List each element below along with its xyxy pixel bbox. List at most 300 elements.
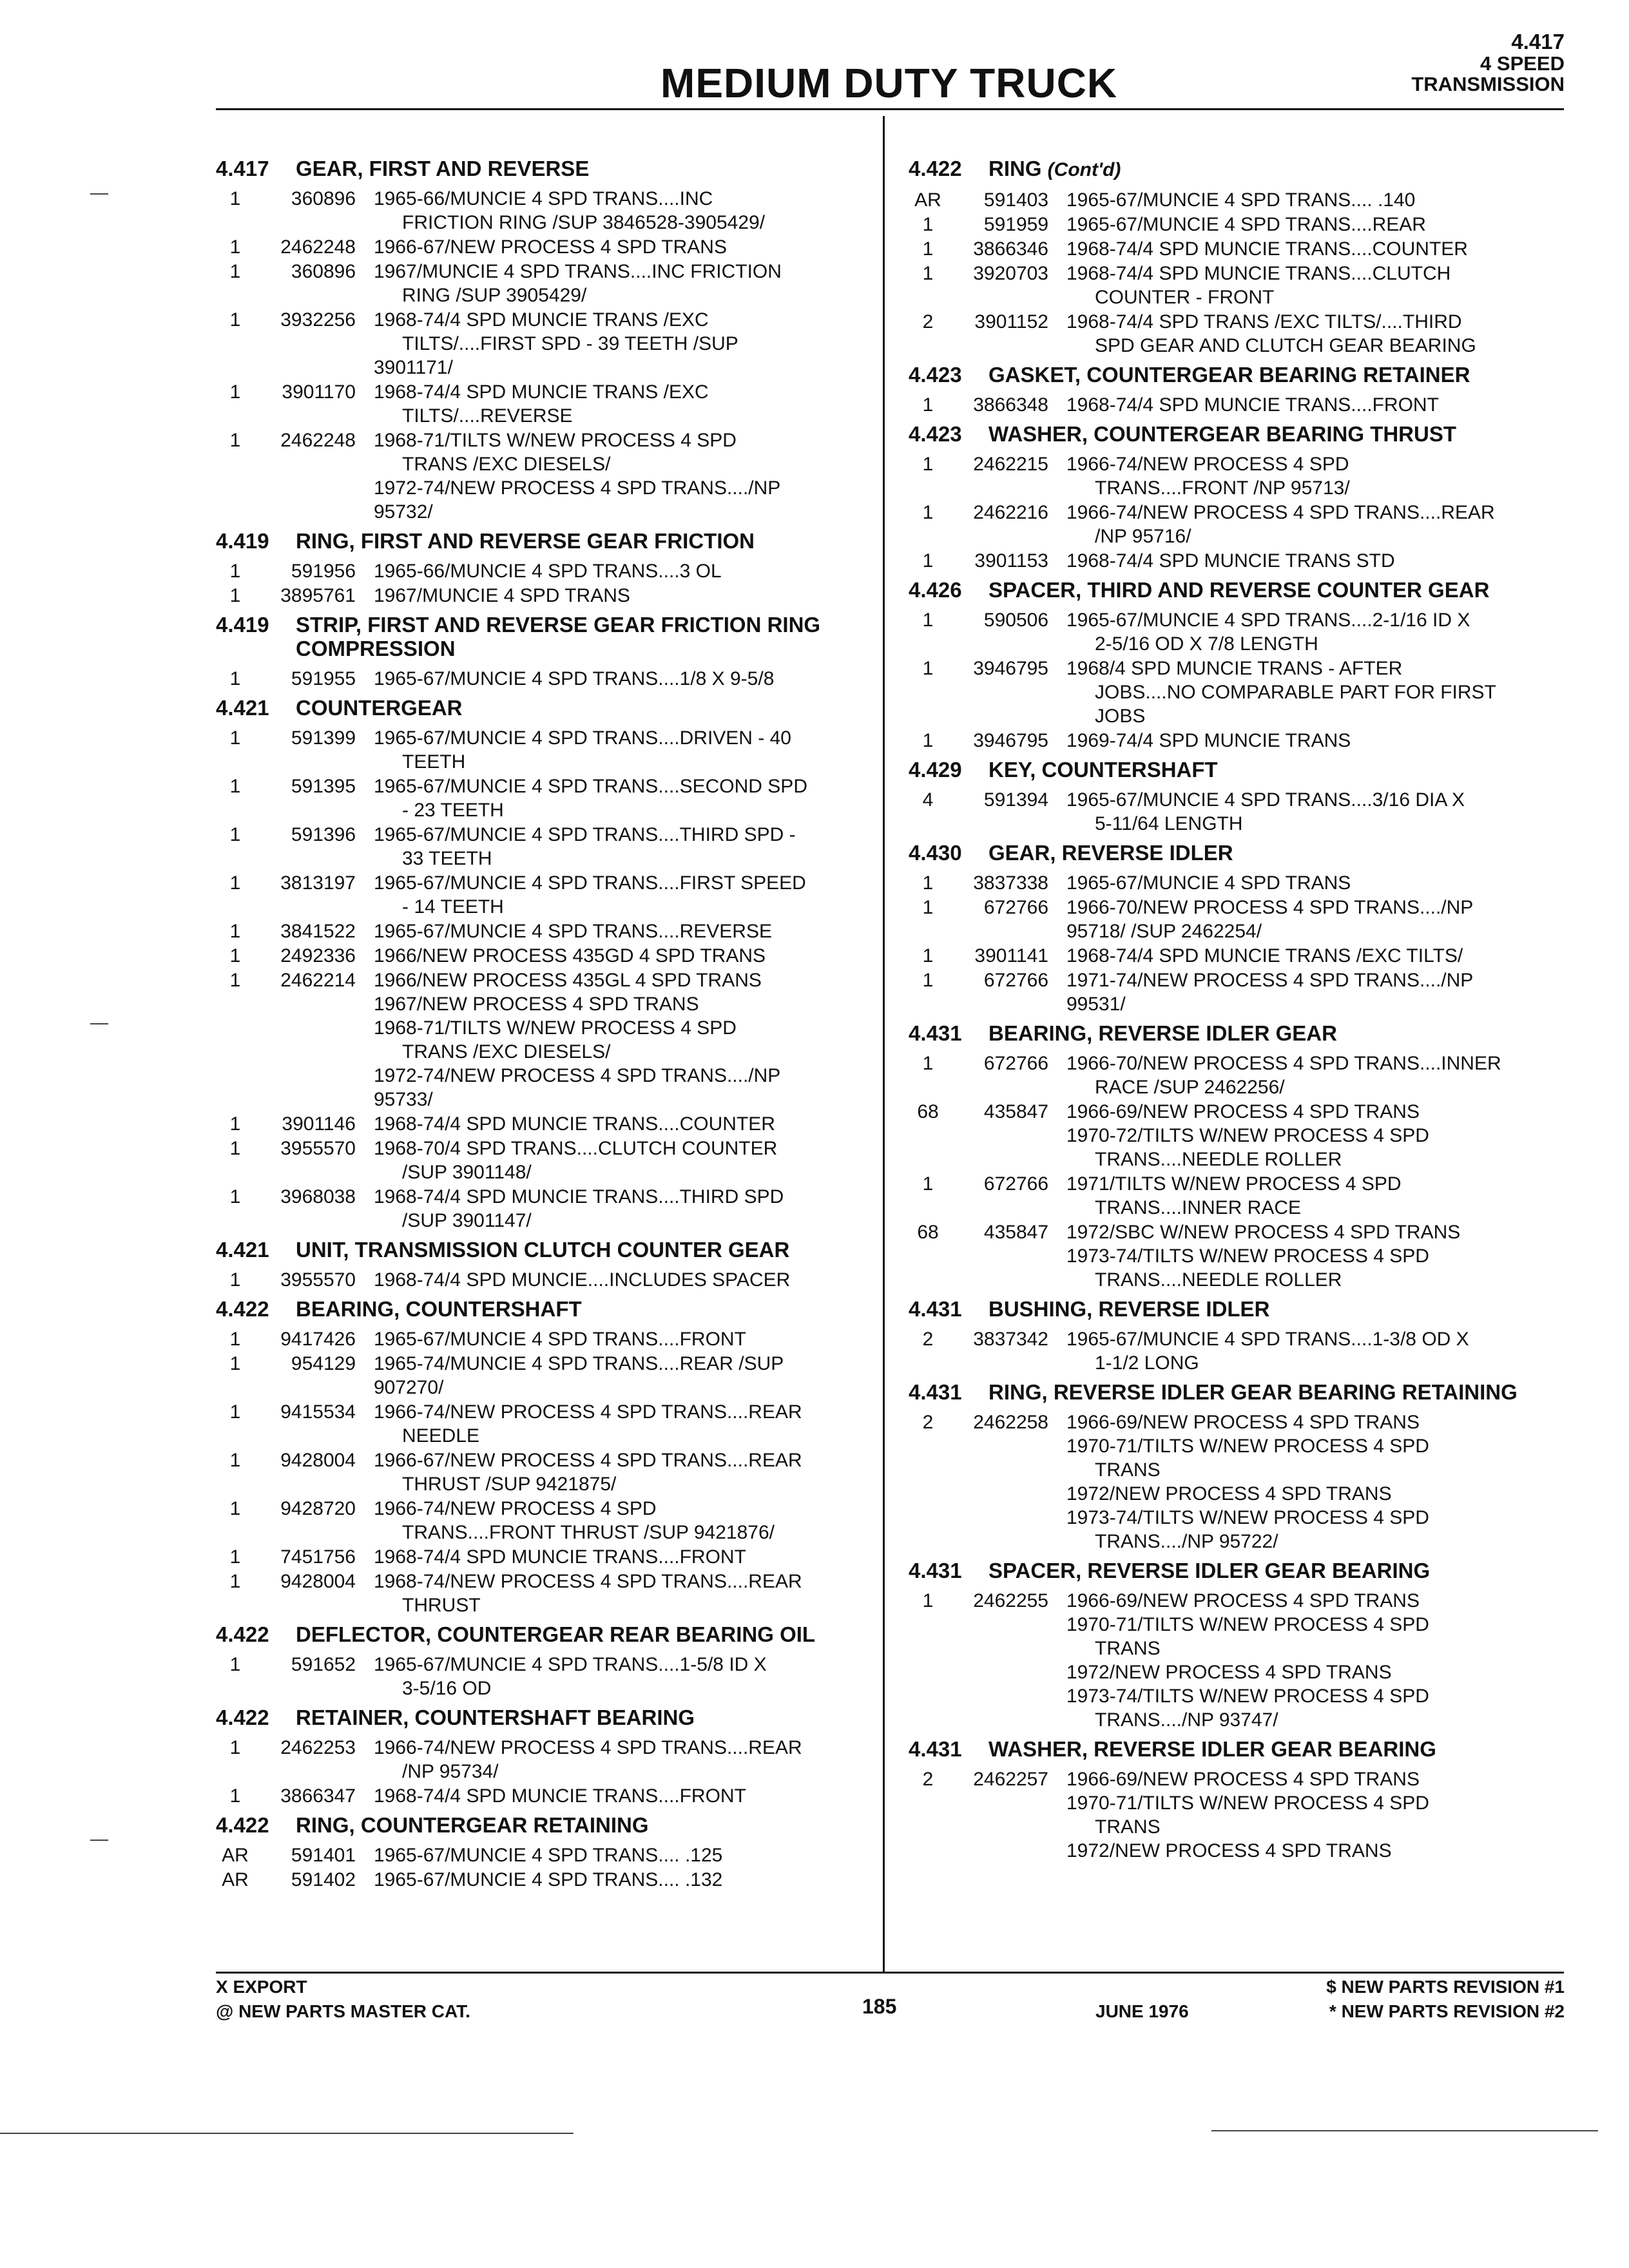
part-quantity: 1 xyxy=(922,550,934,572)
part-number: 2462248 xyxy=(280,430,356,451)
description-line: 1967/MUNCIE 4 SPD TRANS xyxy=(374,585,630,606)
description-line: 1966-69/NEW PROCESS 4 SPD TRANS xyxy=(1066,1769,1420,1790)
part-description xyxy=(374,774,863,822)
description-line: 2-5/16 OD X 7/8 LENGTH xyxy=(1095,633,1318,655)
part-entry xyxy=(909,188,1566,212)
part-number: 672766 xyxy=(983,970,1048,991)
description-line: 1968-74/4 SPD MUNCIE TRANS /EXC xyxy=(374,309,709,331)
part-entry xyxy=(216,584,863,608)
section-code: 4.431 xyxy=(909,1297,962,1321)
scan-mark xyxy=(90,193,108,195)
description-line: 1968-70/4 SPD TRANS....CLUTCH COUNTER xyxy=(374,1138,778,1159)
part-entry xyxy=(216,380,863,428)
part-number: 591395 xyxy=(291,776,356,797)
part-description xyxy=(374,428,863,524)
description-line: 1966-74/NEW PROCESS 4 SPD TRANS....REAR xyxy=(1066,502,1495,523)
part-description xyxy=(1066,237,1566,261)
part-quantity: 1 xyxy=(922,897,934,918)
scan-mark xyxy=(1211,2130,1598,2131)
part-description xyxy=(374,1327,863,1351)
section-heading xyxy=(216,157,863,180)
part-number: 9428004 xyxy=(280,1450,356,1471)
description-line: 1968-74/4 SPD MUNCIE....INCLUDES SPACER xyxy=(374,1269,791,1291)
description-line: 1966-69/NEW PROCESS 4 SPD TRANS xyxy=(1066,1590,1420,1611)
description-line: 99531/ xyxy=(1066,994,1126,1015)
part-quantity: AR xyxy=(222,1869,249,1890)
description-line: TRANS /EXC DIESELS/ xyxy=(402,1041,611,1062)
part-entry xyxy=(909,657,1566,728)
part-number: 3813197 xyxy=(280,872,356,894)
part-description xyxy=(1066,1100,1566,1171)
part-description xyxy=(1066,1220,1566,1292)
section-heading xyxy=(909,157,1566,182)
part-quantity: 1 xyxy=(229,188,241,209)
part-entry xyxy=(216,559,863,583)
part-entry xyxy=(216,1137,863,1184)
section-title: RING, COUNTERGEAR RETAINING xyxy=(296,1813,649,1837)
description-line: 1965-67/MUNCIE 4 SPD TRANS....REAR xyxy=(1066,214,1426,235)
part-entry xyxy=(909,788,1566,836)
part-number: 591403 xyxy=(983,189,1048,211)
section-label xyxy=(1411,31,1565,95)
part-number: 591399 xyxy=(291,727,356,749)
part-entry xyxy=(909,608,1566,656)
part-quantity: 1 xyxy=(922,454,934,475)
section-title: GASKET, COUNTERGEAR BEARING RETAINER xyxy=(988,363,1470,387)
part-quantity: 1 xyxy=(229,1737,241,1758)
part-number: 3901146 xyxy=(282,1113,356,1135)
part-entry xyxy=(216,1545,863,1569)
part-description xyxy=(374,1736,863,1783)
part-number: 3837342 xyxy=(973,1329,1048,1350)
description-line: 1965-67/MUNCIE 4 SPD TRANS....REVERSE xyxy=(374,921,772,942)
section-heading xyxy=(216,1622,863,1646)
part-description xyxy=(374,944,863,968)
part-entry xyxy=(216,1352,863,1399)
section-code: 4.419 xyxy=(216,529,269,553)
description-line: 3-5/16 OD xyxy=(402,1678,492,1699)
description-line: NEEDLE xyxy=(402,1425,480,1446)
part-description xyxy=(374,823,863,870)
part-quantity: 1 xyxy=(922,730,934,751)
section-heading xyxy=(909,1737,1566,1761)
left-column xyxy=(216,151,863,1892)
description-line: 95733/ xyxy=(374,1089,433,1110)
description-line: 1970-71/TILTS W/NEW PROCESS 4 SPD xyxy=(1066,1614,1429,1635)
section-code: 4.421 xyxy=(216,1238,269,1262)
part-description xyxy=(1066,871,1566,895)
scan-mark xyxy=(90,1023,108,1024)
section-heading xyxy=(909,1021,1566,1045)
description-line: 1-1/2 LONG xyxy=(1095,1352,1199,1374)
part-quantity: 2 xyxy=(922,1769,934,1790)
part-description xyxy=(374,1185,863,1233)
section-code: 4.417 xyxy=(216,157,269,180)
part-number: 954129 xyxy=(291,1353,356,1374)
part-number: 2462248 xyxy=(280,236,356,258)
description-line: 1966-74/NEW PROCESS 4 SPD xyxy=(1066,454,1349,475)
section-title: STRIP, FIRST AND REVERSE GEAR FRICTION RING COMPRESSION xyxy=(296,613,821,660)
description-line: TRANS....FRONT THRUST /SUP 9421876/ xyxy=(402,1522,775,1543)
legend-master-catalog: @ NEW PARTS MASTER CAT. xyxy=(216,2001,470,2021)
section-code: 4.423 xyxy=(909,363,962,387)
part-description xyxy=(374,1112,863,1136)
part-number: 672766 xyxy=(983,897,1048,918)
description-line: JOBS xyxy=(1095,706,1146,727)
description-line: 1972/NEW PROCESS 4 SPD TRANS xyxy=(1066,1483,1392,1504)
description-line: TRANS..../NP 93747/ xyxy=(1095,1709,1278,1731)
part-quantity: 1 xyxy=(229,236,241,258)
section-title: DEFLECTOR, COUNTERGEAR REAR BEARING OIL xyxy=(296,1622,816,1646)
part-description xyxy=(374,380,863,428)
description-line: 1965-67/MUNCIE 4 SPD TRANS....THIRD SPD - xyxy=(374,824,796,845)
part-quantity: 1 xyxy=(922,872,934,894)
part-quantity: 1 xyxy=(922,610,934,631)
part-number: 2462215 xyxy=(973,454,1048,475)
part-number: 3866348 xyxy=(973,394,1048,416)
part-description xyxy=(1066,452,1566,500)
part-quantity: 1 xyxy=(922,394,934,416)
description-line: 33 TEETH xyxy=(402,848,492,869)
description-line: TRANS....INNER RACE xyxy=(1095,1197,1302,1218)
description-line: THRUST /SUP 9421875/ xyxy=(402,1474,617,1495)
part-entry xyxy=(909,1410,1566,1553)
description-line: 1968-71/TILTS W/NEW PROCESS 4 SPD xyxy=(374,1017,737,1039)
description-line: 1965-67/MUNCIE 4 SPD TRANS....2-1/16 ID X xyxy=(1066,610,1470,631)
description-line: 1965-67/MUNCIE 4 SPD TRANS....DRIVEN - 40 xyxy=(374,727,791,749)
part-quantity: 1 xyxy=(229,1546,241,1568)
part-entry xyxy=(909,1172,1566,1220)
part-quantity: 2 xyxy=(922,311,934,332)
description-line: RING /SUP 3905429/ xyxy=(402,285,587,306)
part-entry xyxy=(216,944,863,968)
description-line: 1965-67/MUNCIE 4 SPD TRANS.... .140 xyxy=(1066,189,1416,211)
description-line: 1972/SBC W/NEW PROCESS 4 SPD TRANS xyxy=(1066,1222,1461,1243)
part-quantity: 1 xyxy=(229,776,241,797)
part-description xyxy=(374,667,863,691)
part-description xyxy=(1066,393,1566,417)
part-description xyxy=(374,1843,863,1867)
scan-mark xyxy=(0,2133,574,2134)
description-line: 5-11/64 LENGTH xyxy=(1095,813,1243,834)
part-quantity: 1 xyxy=(229,1186,241,1207)
part-entry xyxy=(216,1653,863,1700)
part-number: 435847 xyxy=(983,1222,1048,1243)
part-quantity: 1 xyxy=(229,970,241,991)
description-line: TRANS xyxy=(1095,1459,1161,1481)
part-quantity: 1 xyxy=(229,1654,241,1675)
section-code: 4.429 xyxy=(909,758,962,782)
part-quantity: 1 xyxy=(229,1329,241,1350)
part-description xyxy=(374,726,863,774)
part-entry xyxy=(909,310,1566,358)
part-quantity: 1 xyxy=(229,1785,241,1807)
part-number: 2462257 xyxy=(973,1769,1048,1790)
part-number: 3955570 xyxy=(280,1138,356,1159)
part-description xyxy=(374,584,863,608)
section-title: SPACER, THIRD AND REVERSE COUNTER GEAR xyxy=(988,578,1490,602)
part-description xyxy=(1066,1410,1566,1553)
part-quantity: 4 xyxy=(922,789,934,811)
part-entry xyxy=(216,428,863,524)
part-number: 9415534 xyxy=(280,1401,356,1423)
description-line: 1966-69/NEW PROCESS 4 SPD TRANS xyxy=(1066,1412,1420,1433)
section-code: 4.431 xyxy=(909,1021,962,1045)
description-line: 1969-74/4 SPD MUNCIE TRANS xyxy=(1066,730,1351,751)
part-entry xyxy=(216,308,863,380)
part-quantity: 1 xyxy=(229,1450,241,1471)
part-number: 591652 xyxy=(291,1654,356,1675)
description-line: JOBS....NO COMPARABLE PART FOR FIRST xyxy=(1095,682,1496,703)
description-line: 1968-74/4 SPD MUNCIE TRANS....FRONT xyxy=(374,1546,746,1568)
part-entry xyxy=(216,667,863,691)
description-line: 1968-74/4 SPD MUNCIE TRANS....CLUTCH xyxy=(1066,263,1451,284)
part-description xyxy=(1066,657,1566,728)
description-line: /SUP 3901147/ xyxy=(402,1210,532,1231)
part-number: 360896 xyxy=(291,188,356,209)
part-number: 2492336 xyxy=(280,945,356,966)
section-title: SPACER, REVERSE IDLER GEAR BEARING xyxy=(988,1559,1431,1582)
part-quantity: 1 xyxy=(229,824,241,845)
description-line: 1968-71/TILTS W/NEW PROCESS 4 SPD xyxy=(374,430,737,451)
part-description xyxy=(374,1653,863,1700)
part-number: 9428004 xyxy=(280,1571,356,1592)
part-quantity: 1 xyxy=(229,872,241,894)
description-line: 1968-74/4 SPD TRANS /EXC TILTS/....THIRD xyxy=(1066,311,1462,332)
part-quantity: 1 xyxy=(229,1401,241,1423)
part-entry xyxy=(909,968,1566,1016)
description-line: 1966/NEW PROCESS 435GL 4 SPD TRANS xyxy=(374,970,762,991)
part-description xyxy=(374,559,863,583)
part-description xyxy=(374,1400,863,1448)
part-number: 9428720 xyxy=(280,1498,356,1519)
description-line: TRANS..../NP 95722/ xyxy=(1095,1531,1278,1552)
part-quantity: AR xyxy=(914,189,941,211)
part-description xyxy=(1066,1767,1566,1863)
description-line: 1968-74/4 SPD MUNCIE TRANS /EXC TILTS/ xyxy=(1066,945,1463,966)
part-quantity: 1 xyxy=(229,561,241,582)
part-quantity: 1 xyxy=(922,1173,934,1195)
section-heading xyxy=(216,1813,863,1837)
part-quantity: 1 xyxy=(922,1590,934,1611)
part-description xyxy=(1066,310,1566,358)
description-line: 1965-74/MUNCIE 4 SPD TRANS....REAR /SUP xyxy=(374,1353,784,1374)
section-code: 4.423 xyxy=(909,422,962,446)
part-number: 3946795 xyxy=(973,730,1048,751)
part-number: 7451756 xyxy=(280,1546,356,1568)
part-quantity: 1 xyxy=(229,1571,241,1592)
part-quantity: 1 xyxy=(922,658,934,679)
part-description xyxy=(1066,549,1566,573)
part-entry xyxy=(909,871,1566,895)
section-code: 4.422 xyxy=(216,1297,269,1321)
part-quantity: 1 xyxy=(229,1113,241,1135)
part-quantity: 1 xyxy=(229,1498,241,1519)
section-heading xyxy=(909,1380,1566,1404)
part-entry xyxy=(216,968,863,1111)
description-line: 3901171/ xyxy=(374,357,453,378)
part-quantity: 2 xyxy=(922,1329,934,1350)
description-line: 1966-69/NEW PROCESS 4 SPD TRANS xyxy=(1066,1101,1420,1122)
section-title: KEY, COUNTERSHAFT xyxy=(988,758,1218,782)
legend-export: X EXPORT xyxy=(216,1977,307,1997)
section-heading xyxy=(909,363,1566,387)
part-quantity: 1 xyxy=(229,1138,241,1159)
description-line: 1972/NEW PROCESS 4 SPD TRANS xyxy=(1066,1840,1392,1861)
part-entry xyxy=(909,944,1566,968)
part-number: 2462216 xyxy=(973,502,1048,523)
description-line: 1968-74/4 SPD MUNCIE TRANS STD xyxy=(1066,550,1395,572)
description-line: 1970-71/TILTS W/NEW PROCESS 4 SPD xyxy=(1066,1792,1429,1814)
part-entry xyxy=(216,1497,863,1544)
part-number: 3920703 xyxy=(973,263,1048,284)
part-quantity: 1 xyxy=(229,309,241,331)
part-number: 591394 xyxy=(983,789,1048,811)
part-number: 3932256 xyxy=(280,309,356,331)
part-number: 672766 xyxy=(983,1173,1048,1195)
description-line: TRANS /EXC DIESELS/ xyxy=(402,454,611,475)
part-description xyxy=(374,1497,863,1544)
revision-2-legend: * NEW PARTS REVISION #2 xyxy=(1329,2001,1565,2021)
description-line: SPD GEAR AND CLUTCH GEAR BEARING xyxy=(1095,335,1476,356)
description-line: RACE /SUP 2462256/ xyxy=(1095,1077,1285,1098)
section-title: COUNTERGEAR xyxy=(296,696,463,720)
part-number: 2462214 xyxy=(280,970,356,991)
part-entry xyxy=(909,1767,1566,1863)
part-entry xyxy=(909,1327,1566,1375)
part-entry xyxy=(909,237,1566,261)
section-heading xyxy=(216,1297,863,1321)
description-line: 1971-74/NEW PROCESS 4 SPD TRANS..../NP xyxy=(1066,970,1474,991)
part-description xyxy=(1066,1327,1566,1375)
part-quantity: 1 xyxy=(229,381,241,403)
part-description xyxy=(374,1784,863,1808)
section-code: 4.431 xyxy=(909,1559,962,1582)
part-quantity: 1 xyxy=(922,263,934,284)
section-code: 4.422 xyxy=(216,1813,269,1837)
description-line: 1965-67/MUNCIE 4 SPD TRANS....1-5/8 ID X xyxy=(374,1654,767,1675)
section-heading xyxy=(216,1706,863,1729)
part-description xyxy=(1066,608,1566,656)
section-title: RING, REVERSE IDLER GEAR BEARING RETAINING xyxy=(988,1380,1518,1404)
description-line: 1966-67/NEW PROCESS 4 SPD TRANS xyxy=(374,236,727,258)
part-description xyxy=(1066,968,1566,1016)
part-entry xyxy=(909,501,1566,548)
part-entry xyxy=(216,1784,863,1808)
page-title: MEDIUM DUTY TRUCK xyxy=(660,60,1118,106)
description-line: COUNTER - FRONT xyxy=(1095,287,1275,308)
part-quantity: 1 xyxy=(922,502,934,523)
section-heading xyxy=(216,529,863,553)
section-heading xyxy=(909,1559,1566,1582)
description-line: TILTS/....REVERSE xyxy=(402,405,573,427)
part-description xyxy=(374,1137,863,1184)
section-title: WASHER, REVERSE IDLER GEAR BEARING xyxy=(988,1737,1436,1761)
description-line: 1968-74/4 SPD MUNCIE TRANS....THIRD SPD xyxy=(374,1186,784,1207)
page-number: 185 xyxy=(862,1995,897,2018)
description-line: 1973-74/TILTS W/NEW PROCESS 4 SPD xyxy=(1066,1245,1429,1267)
description-line: 1965-66/MUNCIE 4 SPD TRANS....INC xyxy=(374,188,713,209)
description-line: 1966-74/NEW PROCESS 4 SPD xyxy=(374,1498,657,1519)
section-title: UNIT, TRANSMISSION CLUTCH COUNTER GEAR xyxy=(296,1238,790,1262)
section-heading xyxy=(909,578,1566,602)
part-description xyxy=(374,1545,863,1569)
part-description xyxy=(374,919,863,943)
part-number: 2462255 xyxy=(973,1590,1048,1611)
section-title: RING xyxy=(988,157,1042,180)
part-entry xyxy=(216,260,863,307)
part-entry xyxy=(216,1327,863,1351)
part-entry xyxy=(216,1185,863,1233)
section-heading xyxy=(909,758,1566,782)
part-number: 3901153 xyxy=(974,550,1048,572)
part-number: 591396 xyxy=(291,824,356,845)
part-quantity: 1 xyxy=(229,585,241,606)
section-heading xyxy=(909,841,1566,865)
part-number: 3968038 xyxy=(280,1186,356,1207)
description-line: 1965-67/MUNCIE 4 SPD TRANS....FIRST SPEED xyxy=(374,872,806,894)
section-code: 4.431 xyxy=(909,1737,962,1761)
part-quantity: 1 xyxy=(229,668,241,689)
footer-rule xyxy=(216,1972,1564,1974)
section-title: GEAR, REVERSE IDLER xyxy=(988,841,1233,865)
part-quantity: 1 xyxy=(922,1053,934,1074)
section-code: 4.430 xyxy=(909,841,962,865)
part-number: 2462258 xyxy=(973,1412,1048,1433)
description-line: 1968-74/NEW PROCESS 4 SPD TRANS....REAR xyxy=(374,1571,802,1592)
part-description xyxy=(374,871,863,919)
section-heading xyxy=(216,696,863,720)
description-line: 1965-67/MUNCIE 4 SPD TRANS....FRONT xyxy=(374,1329,746,1350)
section-code: 4.421 xyxy=(216,696,269,720)
section-line-2: TRANSMISSION xyxy=(1411,73,1565,96)
description-line: 1965-67/MUNCIE 4 SPD TRANS xyxy=(1066,872,1351,894)
part-quantity: 1 xyxy=(922,945,934,966)
part-entry xyxy=(909,896,1566,943)
part-entry xyxy=(909,393,1566,417)
section-title: GEAR, FIRST AND REVERSE xyxy=(296,157,590,180)
part-description xyxy=(1066,1589,1566,1732)
description-line: 1966-74/NEW PROCESS 4 SPD TRANS....REAR xyxy=(374,1737,802,1758)
section-number: 4.417 xyxy=(1511,30,1565,53)
part-number: 3955570 xyxy=(280,1269,356,1291)
part-description xyxy=(374,1352,863,1399)
part-number: 3895761 xyxy=(280,585,356,606)
part-entry xyxy=(909,1100,1566,1171)
header-rule xyxy=(216,108,1564,110)
part-quantity: 1 xyxy=(922,214,934,235)
part-entry xyxy=(909,262,1566,309)
part-entry xyxy=(216,871,863,919)
part-description xyxy=(1066,213,1566,236)
part-description xyxy=(374,1868,863,1892)
part-number: 2462253 xyxy=(280,1737,356,1758)
description-line: - 23 TEETH xyxy=(402,800,504,821)
part-entry xyxy=(909,452,1566,500)
description-line: FRICTION RING /SUP 3846528-3905429/ xyxy=(402,212,766,233)
description-line: 1965-67/MUNCIE 4 SPD TRANS.... .125 xyxy=(374,1845,723,1866)
part-number: 3946795 xyxy=(973,658,1048,679)
scan-mark xyxy=(90,1840,108,1841)
part-entry xyxy=(909,213,1566,236)
part-entry xyxy=(216,919,863,943)
part-description xyxy=(374,235,863,259)
description-line: TILTS/....FIRST SPD - 39 TEETH /SUP xyxy=(402,333,738,354)
description-line: /NP 95734/ xyxy=(402,1761,499,1782)
section-title: WASHER, COUNTERGEAR BEARING THRUST xyxy=(988,422,1457,446)
continued-label: (Cont'd) xyxy=(1047,159,1121,180)
part-entry xyxy=(216,1843,863,1867)
